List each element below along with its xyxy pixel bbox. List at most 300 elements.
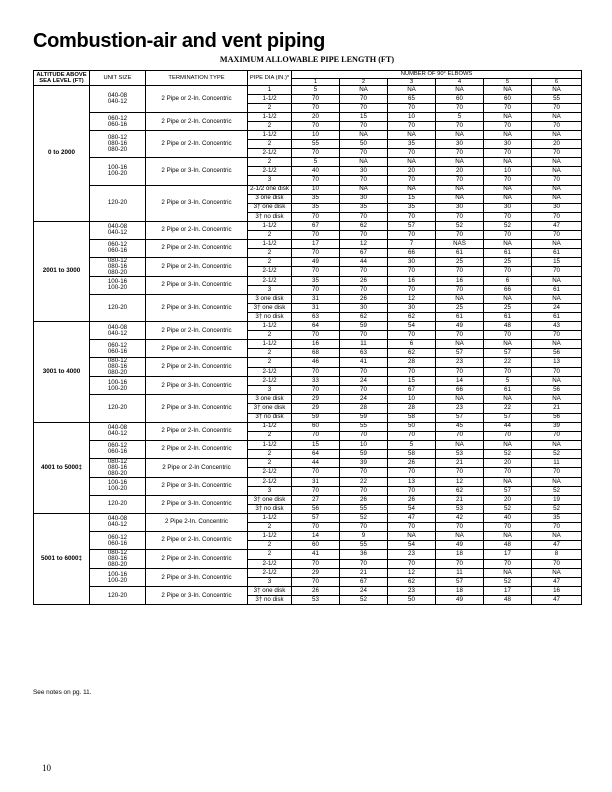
termination-type-cell: 2 Pipe or 3-In. Concentric: [146, 185, 248, 221]
max-length-cell: 70: [436, 104, 484, 113]
max-length-cell: NA: [484, 569, 532, 578]
max-length-cell: 70: [436, 149, 484, 158]
unit-size-cell: [90, 294, 146, 321]
unit-size-value: 040-12: [107, 430, 128, 438]
max-length-cell: 70: [292, 331, 340, 340]
max-length-cell: NA: [436, 194, 484, 203]
max-length-cell: NA: [436, 86, 484, 95]
max-length-cell: 70: [388, 267, 436, 277]
pipe-dia-cell: 3† one disk: [248, 304, 292, 313]
max-length-cell: 70: [484, 122, 532, 131]
max-length-cell: 52: [340, 596, 388, 605]
max-length-cell: 70: [484, 230, 532, 239]
max-length-cell: 5: [292, 158, 340, 167]
max-length-cell: NA: [436, 395, 484, 404]
max-length-cell: 70: [292, 176, 340, 185]
max-length-cell: 68: [292, 349, 340, 358]
max-length-cell: 17: [484, 550, 532, 560]
unit-size-cell: [90, 257, 146, 276]
max-length-cell: 15: [292, 440, 340, 449]
max-length-cell: 70: [292, 468, 340, 478]
max-length-cell: 62: [436, 486, 484, 495]
max-length-cell: 22: [484, 358, 532, 368]
pipe-dia-cell: 3† one disk: [248, 495, 292, 504]
max-length-cell: 70: [340, 486, 388, 495]
max-length-cell: 16: [436, 276, 484, 285]
max-length-cell: 60: [436, 95, 484, 104]
max-length-cell: 48: [484, 322, 532, 331]
max-length-cell: 70: [436, 431, 484, 440]
pipe-dia-cell: 2: [248, 122, 292, 131]
max-length-cell: 45: [436, 422, 484, 431]
max-length-cell: 14: [292, 532, 340, 541]
max-length-cell: 70: [532, 176, 582, 185]
max-length-cell: 10: [484, 167, 532, 176]
max-length-cell: 20: [388, 167, 436, 176]
max-length-cell: 46: [292, 358, 340, 368]
max-length-cell: 70: [388, 367, 436, 377]
pipe-dia-cell: 1-1/2: [248, 532, 292, 541]
max-length-cell: 27: [292, 495, 340, 504]
max-length-cell: 49: [292, 257, 340, 267]
max-length-cell: 55: [340, 504, 388, 513]
max-length-cell: 70: [436, 331, 484, 340]
max-length-cell: 70: [340, 122, 388, 131]
max-length-cell: 70: [388, 331, 436, 340]
max-length-cell: 70: [388, 522, 436, 531]
unit-size-value: 040-08: [107, 515, 128, 523]
pipe-dia-cell: 1-1/2: [248, 440, 292, 449]
pipe-dia-cell: 2: [248, 458, 292, 468]
unit-size-value: 080-16: [107, 363, 128, 371]
max-length-cell: 6: [388, 340, 436, 349]
table-row: [34, 340, 582, 349]
unit-size-value: 040-12: [107, 521, 128, 529]
termination-type-cell: 2 Pipe or 3-In. Concentric: [146, 495, 248, 513]
max-length-cell: 70: [388, 104, 436, 113]
max-length-cell: NA: [484, 440, 532, 449]
table-row: [34, 532, 582, 541]
max-length-cell: 64: [292, 322, 340, 331]
pipe-dia-cell: 3: [248, 386, 292, 395]
unit-size-value: 060-12: [107, 442, 128, 450]
unit-size-cell: [90, 477, 146, 495]
max-length-cell: 17: [484, 587, 532, 596]
max-length-cell: 65: [388, 95, 436, 104]
max-length-cell: 26: [340, 495, 388, 504]
max-length-cell: 62: [340, 313, 388, 322]
unit-size-value: 080-12: [107, 549, 128, 557]
max-length-cell: 25: [484, 304, 532, 313]
max-length-cell: 59: [340, 449, 388, 458]
max-length-cell: 66: [484, 285, 532, 294]
max-length-cell: 10: [340, 440, 388, 449]
max-length-cell: 63: [340, 349, 388, 358]
max-length-cell: 17: [292, 239, 340, 248]
max-length-cell: 70: [484, 331, 532, 340]
max-length-cell: 59: [292, 413, 340, 422]
max-length-cell: 21: [436, 458, 484, 468]
unit-size-cell: [90, 276, 146, 294]
max-length-cell: 25: [436, 304, 484, 313]
max-length-cell: 11: [340, 340, 388, 349]
max-length-cell: NA: [388, 158, 436, 167]
max-length-cell: 70: [340, 176, 388, 185]
max-length-cell: 30: [340, 167, 388, 176]
pipe-dia-cell: 3 one disk: [248, 294, 292, 303]
termination-type-cell: 2 Pipe or 2-In. Concentric: [146, 239, 248, 257]
max-length-cell: 26: [388, 495, 436, 504]
pipe-dia-cell: 2: [248, 550, 292, 560]
termination-type-cell: 2 Pipe or 3-In. Concentric: [146, 276, 248, 294]
max-length-cell: NA: [436, 440, 484, 449]
max-length-cell: 60: [292, 422, 340, 431]
max-length-cell: 70: [484, 176, 532, 185]
unit-size-cell: [90, 587, 146, 605]
max-length-cell: 30: [532, 203, 582, 212]
max-length-cell: NA: [436, 294, 484, 303]
max-length-cell: 64: [292, 449, 340, 458]
elbow-count-header: 5: [484, 78, 532, 86]
max-length-cell: 57: [436, 578, 484, 587]
max-length-cell: 16: [388, 276, 436, 285]
max-length-cell: NA: [532, 158, 582, 167]
max-length-cell: 67: [340, 578, 388, 587]
max-length-cell: 31: [292, 304, 340, 313]
max-length-cell: 70: [484, 104, 532, 113]
max-length-cell: 70: [292, 285, 340, 294]
table-row: [34, 395, 582, 404]
max-length-cell: 21: [532, 404, 582, 413]
max-length-cell: 61: [532, 285, 582, 294]
max-length-cell: 54: [388, 322, 436, 331]
unit-size-value: 040-08: [107, 424, 128, 432]
unit-size-value: 080-12: [107, 134, 128, 142]
max-length-cell: 70: [340, 230, 388, 239]
max-length-cell: NA: [532, 131, 582, 140]
elbow-count-header: 2: [340, 78, 388, 86]
max-length-cell: 50: [388, 596, 436, 605]
max-length-cell: 62: [388, 578, 436, 587]
max-length-cell: 70: [484, 468, 532, 478]
table-row: [34, 185, 582, 194]
max-length-cell: 70: [484, 367, 532, 377]
max-length-cell: 31: [292, 477, 340, 486]
unit-size-value: 040-12: [107, 98, 128, 106]
pipe-dia-cell: 3† one disk: [248, 203, 292, 212]
max-length-cell: 30: [436, 203, 484, 212]
termination-type-cell: 2 Pipe or 2-In Concentric: [146, 458, 248, 477]
max-length-cell: 30: [340, 194, 388, 203]
max-length-cell: 10: [292, 131, 340, 140]
table-row: [34, 131, 582, 140]
max-length-cell: NA: [532, 532, 582, 541]
max-length-cell: 60: [484, 95, 532, 104]
unit-size-value: 060-12: [107, 533, 128, 541]
max-length-cell: 70: [436, 559, 484, 569]
max-length-cell: NA: [484, 131, 532, 140]
max-length-cell: 30: [436, 140, 484, 149]
max-length-cell: NA: [532, 569, 582, 578]
max-length-cell: 24: [532, 304, 582, 313]
termination-type-cell: 2 Pipe or 2-In. Concentric: [146, 221, 248, 239]
max-length-cell: 15: [388, 194, 436, 203]
table-row: [34, 276, 582, 285]
max-length-cell: NA: [532, 86, 582, 95]
table-row: [34, 587, 582, 596]
max-length-cell: NA: [532, 477, 582, 486]
table-row: [34, 477, 582, 486]
max-length-cell: NA: [388, 185, 436, 194]
max-length-cell: 70: [388, 176, 436, 185]
max-length-cell: 67: [388, 386, 436, 395]
max-length-cell: 19: [532, 495, 582, 504]
unit-size-value: 040-08: [107, 92, 128, 100]
max-length-cell: NA: [484, 477, 532, 486]
table-row: [34, 495, 582, 504]
max-length-cell: 62: [388, 313, 436, 322]
max-length-cell: 23: [436, 358, 484, 368]
max-length-cell: 54: [388, 504, 436, 513]
table-row: [34, 569, 582, 578]
unit-size-value: 060-16: [107, 539, 128, 547]
max-length-cell: 16: [292, 340, 340, 349]
max-length-cell: 70: [388, 230, 436, 239]
max-length-cell: 70: [340, 559, 388, 569]
table-row: [34, 422, 582, 431]
max-length-cell: 28: [388, 404, 436, 413]
max-length-cell: NA: [436, 185, 484, 194]
max-length-cell: 42: [436, 513, 484, 522]
pipe-dia-cell: 2-1/2: [248, 468, 292, 478]
pipe-dia-cell: 2-1/2: [248, 367, 292, 377]
pipe-dia-cell: 3† no disk: [248, 313, 292, 322]
unit-size-cell: [90, 422, 146, 440]
pipe-dia-cell: 2-1/2: [248, 276, 292, 285]
max-length-cell: NA: [436, 158, 484, 167]
max-length-cell: 23: [436, 404, 484, 413]
max-length-cell: 49: [436, 541, 484, 550]
pipe-dia-cell: 3 one disk: [248, 395, 292, 404]
max-length-cell: 70: [340, 267, 388, 277]
table-row: [34, 113, 582, 122]
max-length-cell: 62: [388, 349, 436, 358]
max-length-cell: 70: [388, 212, 436, 221]
unit-size-cell: [90, 532, 146, 550]
unit-size-value: 040-08: [107, 323, 128, 331]
elbow-count-header: 3: [388, 78, 436, 86]
max-length-cell: 12: [388, 569, 436, 578]
unit-size-value: 060-12: [107, 341, 128, 349]
max-length-cell: NA: [532, 294, 582, 303]
pipe-dia-cell: 3: [248, 486, 292, 495]
max-length-cell: 53: [292, 596, 340, 605]
pipe-dia-cell: 3: [248, 578, 292, 587]
unit-size-value: 100-16: [107, 570, 128, 578]
max-length-cell: 12: [436, 477, 484, 486]
max-length-cell: 59: [340, 322, 388, 331]
unit-size-cell: [90, 340, 146, 358]
elbows-header: NUMBER OF 90° ELBOWS: [292, 71, 582, 79]
max-length-cell: NA: [388, 86, 436, 95]
unit-size-cell: [90, 495, 146, 513]
unit-size-cell: [90, 131, 146, 158]
table-row: [34, 550, 582, 560]
max-length-cell: 5: [484, 377, 532, 386]
unit-size-value: 080-16: [107, 555, 128, 563]
max-length-cell: NA: [532, 377, 582, 386]
termination-type-header: TERMINATION TYPE: [146, 71, 248, 86]
max-length-cell: 47: [388, 513, 436, 522]
max-length-cell: 70: [388, 431, 436, 440]
max-length-cell: 35: [340, 203, 388, 212]
unit-size-value: 040-08: [107, 223, 128, 231]
max-length-cell: 61: [532, 248, 582, 257]
max-length-cell: 18: [436, 550, 484, 560]
pipe-dia-cell: 1-1/2: [248, 322, 292, 331]
max-length-cell: 26: [388, 458, 436, 468]
max-length-cell: 21: [340, 569, 388, 578]
termination-type-cell: 2 Pipe 2-In. Concentric: [146, 513, 248, 531]
max-length-cell: 14: [436, 377, 484, 386]
max-length-cell: 70: [436, 122, 484, 131]
max-length-cell: 67: [340, 248, 388, 257]
unit-size-value: 100-16: [107, 278, 128, 286]
unit-size-value: 080-12: [107, 257, 128, 264]
unit-size-value: 100-20: [107, 284, 128, 292]
max-length-cell: 56: [532, 413, 582, 422]
max-length-cell: 5: [292, 86, 340, 95]
pipe-dia-cell: 2: [248, 248, 292, 257]
unit-size-cell: [90, 185, 146, 221]
max-length-cell: 47: [532, 578, 582, 587]
table-row: [34, 358, 582, 368]
table-row: [34, 158, 582, 167]
max-length-cell: 39: [340, 458, 388, 468]
max-length-cell: 66: [436, 386, 484, 395]
pipe-dia-cell: 1-1/2: [248, 513, 292, 522]
table-body: [34, 86, 582, 605]
pipe-dia-cell: 2: [248, 230, 292, 239]
max-length-cell: 47: [532, 541, 582, 550]
table-row: [34, 86, 582, 95]
termination-type-cell: 2 Pipe or 2-In. Concentric: [146, 550, 248, 569]
max-pipe-length-table: [33, 70, 582, 605]
max-length-cell: 70: [532, 468, 582, 478]
pipe-dia-cell: 2-1/2 one disk: [248, 185, 292, 194]
max-length-cell: 61: [532, 313, 582, 322]
max-length-cell: 31: [292, 294, 340, 303]
max-length-cell: 70: [532, 367, 582, 377]
pipe-dia-cell: 2-1/2: [248, 559, 292, 569]
unit-size-value: 080-20: [107, 268, 128, 276]
pipe-dia-cell: 2: [248, 331, 292, 340]
unit-size-value: 100-16: [107, 378, 128, 386]
max-length-cell: 58: [388, 449, 436, 458]
termination-type-cell: 2 Pipe or 2-In. Concentric: [146, 113, 248, 131]
pipe-dia-cell: 3† no disk: [248, 212, 292, 221]
page-number: 10: [42, 763, 51, 773]
max-length-cell: NA: [484, 194, 532, 203]
pipe-dia-header: PIPE DIA (IN.)*: [248, 71, 292, 86]
unit-size-cell: [90, 550, 146, 569]
max-length-cell: 47: [532, 221, 582, 230]
pipe-dia-cell: 3† no disk: [248, 596, 292, 605]
max-length-cell: 58: [388, 413, 436, 422]
max-length-cell: 30: [484, 140, 532, 149]
table-row: [34, 322, 582, 331]
max-length-cell: 59: [340, 413, 388, 422]
termination-type-cell: 2 Pipe or 3-In. Concentric: [146, 158, 248, 185]
max-length-cell: 21: [436, 495, 484, 504]
max-length-cell: 70: [340, 522, 388, 531]
max-length-cell: 55: [292, 140, 340, 149]
max-length-cell: 41: [340, 358, 388, 368]
max-length-cell: 70: [532, 149, 582, 158]
unit-size-value: 120-20: [107, 404, 128, 412]
max-length-cell: 61: [484, 248, 532, 257]
max-length-cell: 70: [388, 486, 436, 495]
termination-type-cell: 2 Pipe or 3-In. Concentric: [146, 294, 248, 321]
max-length-cell: 24: [340, 587, 388, 596]
unit-size-cell: [90, 158, 146, 185]
max-length-cell: 35: [292, 194, 340, 203]
max-length-cell: 70: [436, 230, 484, 239]
unit-size-value: 080-20: [107, 146, 128, 154]
max-length-cell: 52: [484, 504, 532, 513]
max-length-cell: NA: [340, 131, 388, 140]
max-length-cell: NA: [532, 167, 582, 176]
max-length-cell: 20: [484, 458, 532, 468]
max-length-cell: 70: [532, 122, 582, 131]
unit-size-value: 120-20: [107, 500, 128, 508]
max-length-cell: NA: [340, 185, 388, 194]
max-length-cell: 70: [292, 149, 340, 158]
max-length-cell: 70: [340, 386, 388, 395]
unit-size-value: 100-20: [107, 384, 128, 392]
unit-size-cell: [90, 377, 146, 395]
max-length-cell: 70: [484, 267, 532, 277]
termination-type-cell: 2 Pipe or 3-In. Concentric: [146, 587, 248, 605]
max-length-cell: 70: [340, 95, 388, 104]
max-length-cell: 70: [292, 267, 340, 277]
max-length-cell: 6: [484, 276, 532, 285]
max-length-cell: 56: [292, 504, 340, 513]
unit-size-value: 080-20: [107, 369, 128, 377]
max-length-cell: 9: [340, 532, 388, 541]
max-length-cell: 70: [292, 104, 340, 113]
pipe-dia-cell: 3 one disk: [248, 194, 292, 203]
pipe-dia-cell: 1-1/2: [248, 95, 292, 104]
max-length-cell: 70: [532, 559, 582, 569]
max-length-cell: 70: [292, 559, 340, 569]
termination-type-cell: 2 Pipe or 2-In. Concentric: [146, 422, 248, 440]
max-length-cell: 70: [292, 367, 340, 377]
max-length-cell: 10: [388, 113, 436, 122]
max-length-cell: 26: [340, 294, 388, 303]
max-length-cell: 62: [340, 221, 388, 230]
pipe-dia-cell: 2-1/2: [248, 377, 292, 386]
max-length-cell: 52: [532, 449, 582, 458]
unit-size-value: 100-16: [107, 479, 128, 487]
termination-type-cell: 2 Pipe or 3-In. Concentric: [146, 569, 248, 587]
max-length-cell: NA: [532, 113, 582, 122]
max-length-cell: 70: [484, 212, 532, 221]
max-length-cell: 70: [340, 468, 388, 478]
max-length-cell: 61: [436, 248, 484, 257]
max-length-cell: 53: [436, 504, 484, 513]
max-length-cell: 70: [436, 522, 484, 531]
